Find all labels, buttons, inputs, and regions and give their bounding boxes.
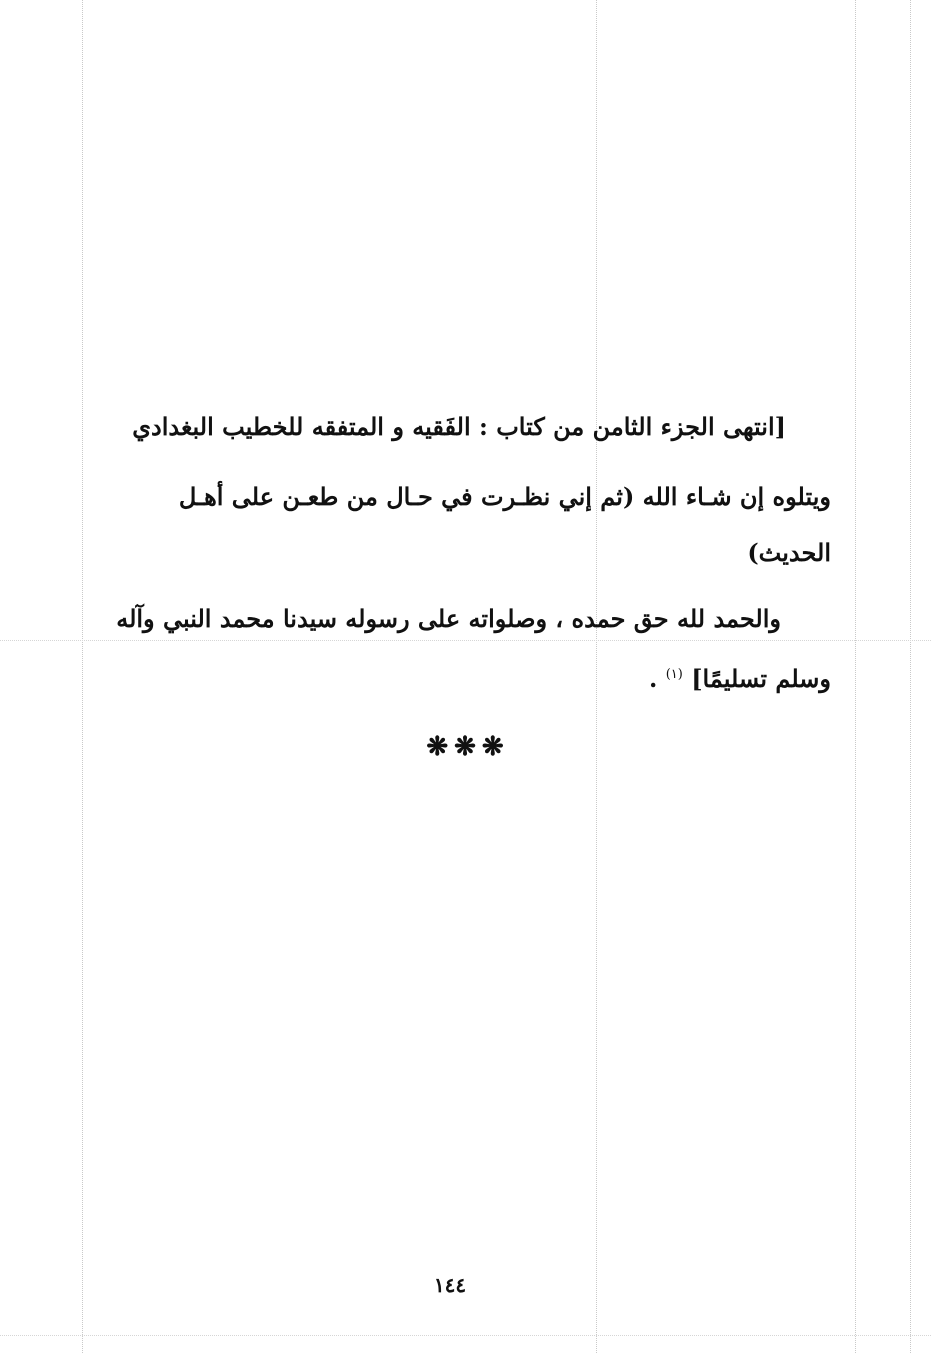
scan-dotted-line (0, 640, 931, 641)
text-line-3: الحديث) (747, 538, 831, 567)
text-line-1: [انتهى الجزء الثامن من كتاب : الفَقيه و المتفقه للخطيب البغدادي (132, 412, 786, 441)
scan-dotted-line (910, 0, 911, 1353)
text-line-5-main: وسلم تسليمًا] (691, 664, 831, 693)
text-line-2: ويتلوه إن شـاء الله (ثم إني نظـرت في حـال من طعـن على أهـل (178, 482, 831, 511)
scan-dotted-line (0, 1335, 931, 1336)
text-line-4: والحمد لله حق حمده ، وصلواته على رسوله سيدنا محمد النبي وآله (116, 604, 781, 633)
text-line-5-period: . (648, 664, 658, 693)
page-number: ١٤٤ (433, 1273, 467, 1297)
scan-dotted-line (596, 0, 597, 1353)
section-separator: ❋❋❋ (426, 732, 510, 762)
footnote-marker: (١) (665, 667, 683, 682)
scan-dotted-line (82, 0, 83, 1353)
scan-dotted-line (855, 0, 856, 1353)
text-line-5 (649, 664, 831, 693)
